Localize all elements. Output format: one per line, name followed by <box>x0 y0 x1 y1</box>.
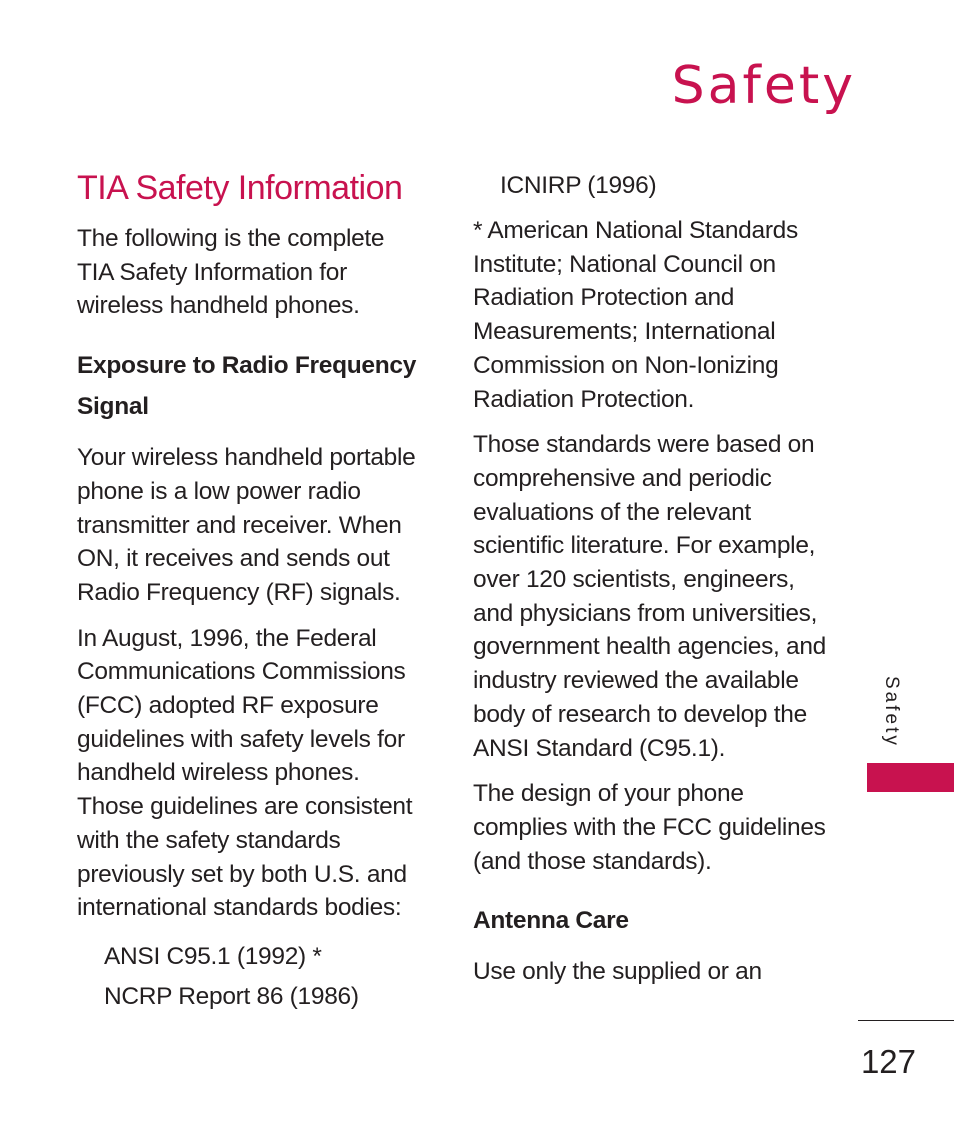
left-column <box>77 166 425 1017</box>
side-tab-label: Safety <box>881 676 902 748</box>
footnote: * American National Standards Institute; National Council on Radiation Protection and Measurements; International Commission on Non-Ionizing Radiation Protection. <box>473 217 798 413</box>
side-tab-marker <box>867 763 954 792</box>
standards-list-continued <box>473 166 833 206</box>
page-number: 127 <box>860 1043 916 1080</box>
subhead-exposure-line2: Signal <box>77 393 149 421</box>
body-paragraph: Those standards were based on comprehensive and periodic evaluations of the relevant scientific literature. For example, over 120 scientists, engineers, and physicians from universities, government health agencies, and industry reviewed the available body of research to develop the ANSI Standard (C95.1). <box>473 431 827 762</box>
list-item: ICNIRP (1996) <box>500 172 657 199</box>
subhead-antenna-care: Antenna Care <box>473 907 629 935</box>
list-item: NCRP Report 86 (1986) <box>104 982 359 1010</box>
footer-divider <box>858 1020 954 1021</box>
subhead-exposure <box>77 345 425 427</box>
list-item: ANSI C95.1 (1992) * <box>104 942 322 970</box>
body-paragraph: In August, 1996, the Federal Communications Commissions (FCC) adopted RF exposure guidelines with safety levels for handheld wireless phones. Those guidelines are consistent with the safety standards previously set by both U.S. and international standards bodies: <box>77 624 413 922</box>
right-column <box>473 166 833 1001</box>
subhead-exposure-line1: Exposure to Radio Frequency <box>77 352 417 380</box>
standards-list <box>77 937 425 1017</box>
chapter-title: Safety <box>671 56 856 116</box>
body-paragraph: Use only the supplied or an <box>473 958 762 986</box>
intro-paragraph: The following is the complete TIA Safety Information for wireless handheld phones. <box>77 225 385 320</box>
body-paragraph: Your wireless handheld portable phone is a low power radio transmitter and receiver. When ON, it receives and sends out Radio Frequency (RF) signals. <box>77 444 416 606</box>
section-title: TIA Safety Information <box>77 169 403 207</box>
body-paragraph: The design of your phone complies with the FCC guidelines (and those standards). <box>473 780 826 875</box>
